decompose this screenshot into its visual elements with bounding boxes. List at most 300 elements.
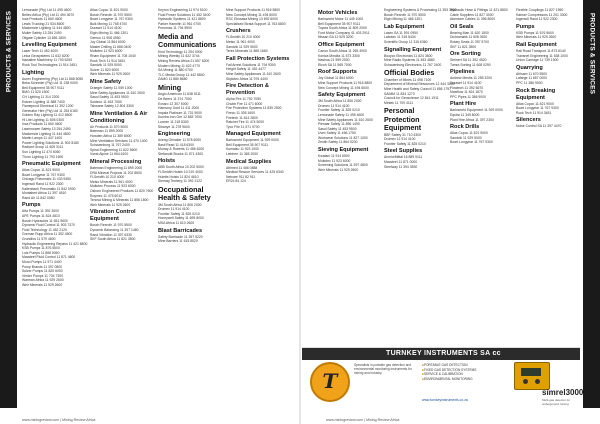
listing-entry: Weir Minerals 11 929 2600 xyxy=(90,202,131,207)
listing-entry: Kwatani 11 914 6500 xyxy=(318,154,350,159)
left-section-tab xyxy=(0,0,17,408)
category-heading: Plant Hire xyxy=(450,101,477,108)
category-heading: Medical Supplies xyxy=(226,158,272,165)
listing-entry: Radiant Group 11 609 3111 xyxy=(22,145,64,150)
listing-entry: Mine Support Products 11 916 5800 xyxy=(318,80,373,85)
listing-entry: Stefanutti Stocks 11 571 4300 xyxy=(158,151,203,156)
listing-entry: FLSmidth Hoists 10 210 4000 xyxy=(158,170,203,175)
listing-entry: Multotec Process 11 923 6000 xyxy=(90,184,136,189)
listing-entry: Rotary Seals 11 397 5700 xyxy=(450,39,489,44)
listing-entry: Schauenburg Electronics 11 767 2400 xyxy=(384,62,442,67)
category-heading: Vibration Control Equipment xyxy=(90,209,136,223)
listing-entry: Bosch Rexroth 11 970 5500 xyxy=(90,12,132,17)
listing-entry: Lemonade Safety 11 495 4600 xyxy=(318,112,365,117)
listing-entry: Screening Solutions 11 397 4800 xyxy=(318,163,368,168)
listing-entry: Huletts Hoists 11 824 4610 xyxy=(158,174,199,179)
listing-entry: Labotec 11 315 5434 xyxy=(384,35,416,40)
listing-entry: SA Mining 11 880 0700 xyxy=(158,68,193,73)
listing-entry: Konica Minolta 11 573 3300 xyxy=(318,53,360,58)
right-footer: www.miningreview.com | Mining Review Africa xyxy=(326,418,400,422)
listing-entry: Ratchet Fire 11 474 5000 xyxy=(226,120,265,125)
listing-entry: Parker Hannifin 11 961 0700 xyxy=(158,21,201,26)
category-heading: Media and Communications xyxy=(158,31,217,50)
listing-entry: Soldeco 11 463 7060 xyxy=(90,99,122,104)
listing-entry: Tyco Fire 11 571 9700 xyxy=(226,124,260,129)
listing-entry: Uvex Safety 11 466 1750 xyxy=(318,131,356,136)
listing-entry: Barloworld Equipment 11 929 0000 xyxy=(226,138,279,143)
listing-entry: Weir Minerals 11 929 2600 xyxy=(318,167,359,172)
detector-screen xyxy=(521,368,541,376)
listing-entry: KSB Pumps 11 876 5600 xyxy=(22,246,60,251)
listing-entry: Fluid Technology 11 452 2120 xyxy=(22,227,67,232)
listing-entry: Komatsu 11 923 1000 xyxy=(226,147,259,152)
category-heading: Ore Sorting xyxy=(450,51,481,58)
listing-entry: Weir Minerals 11 929 2600 xyxy=(90,72,131,77)
listing-entry: Mining Weekly 11 622 3744 xyxy=(158,54,200,59)
listing-entry: Liebherr 11 365 2000 xyxy=(226,152,258,157)
listing-entry: Laser Tech 11 452 4000 xyxy=(22,49,59,54)
listing-entry: Ingersoll Rand 11 922 2300 xyxy=(516,17,558,22)
right-tab-label: PRODUCTS & SERVICES xyxy=(588,12,595,95)
listing-entry: Alpha Fire 11 792 7050 xyxy=(226,97,261,102)
listing-entry: Steelway 11 394 3530 xyxy=(384,164,418,169)
listing-entry: ER24 84 124 xyxy=(226,179,246,184)
listing-entry: Safety Barricade 11 397 5220 xyxy=(158,234,203,239)
category-heading: Rock Breaking Equipment xyxy=(516,87,556,101)
listing-entry: Air Products 11 570 5000 xyxy=(90,124,129,129)
listing-entry: Dromex 11 914 4100 xyxy=(158,207,190,212)
category-heading: Mining xyxy=(158,82,182,92)
listing-entry: Anglo American 11 638 9111 xyxy=(158,92,201,97)
category-heading: Crushers xyxy=(226,28,251,35)
listing-entry: Macsteel 11 871 0000 xyxy=(384,159,418,164)
advert-tagline: Multi-gas detector for underground mining xyxy=(542,398,571,406)
listing-entry: Scientific Group 11 315 6360 xyxy=(384,39,428,44)
listing-entry: Dromex 11 914 4100 xyxy=(318,103,350,108)
listing-entry: Afrimed 11 466 0888 xyxy=(226,165,258,170)
listing-entry: Verder Pumps 11 704 7300 xyxy=(22,273,64,278)
listing-entry: Chubb Fire 11 471 6000 xyxy=(226,101,263,106)
category-heading: Hoists xyxy=(158,158,176,165)
listing-entry: Ford Motor Company 41 403 2911 xyxy=(318,30,370,35)
listing-entry: Rand Air 11 842 0080 xyxy=(22,195,55,200)
listing-entry: Siemag Tecberg 11 392 2122 xyxy=(158,179,202,184)
listing-entry: ABB South Africa 10 202 5000 xyxy=(158,165,204,170)
listing-entry: Golden Ray Lighting 11 412 6500 xyxy=(22,113,73,118)
listing-entry: Metso Minerals 11 961 4000 xyxy=(90,179,133,184)
listing-entry: Lemonade (Pty) Ltd 11 495 4600 xyxy=(22,8,72,12)
listing-entry: Union Carriage 11 739 1500 xyxy=(516,58,559,63)
listing-entry: Rock Tool Technologies 11 914 3451 xyxy=(22,62,78,67)
listing-entry: Mine Ventilation Services 11 470 1400 xyxy=(90,138,148,143)
listing-entry: Fluid Power Solutions 11 452 3400 xyxy=(158,12,211,17)
listing-entry: TLC Media Group 11 442 8840 xyxy=(158,72,205,77)
category-heading: Managed Equipment xyxy=(226,131,281,138)
listing-entry: Mine Radio Systems 11 453 4880 xyxy=(384,58,435,63)
listing-entry: RSC Ekusasa Mining 13 692 6000 xyxy=(226,17,278,22)
listing-entry: Lasec SA 11 591 0950 xyxy=(384,30,418,35)
category-heading: Silencers xyxy=(516,117,541,124)
listing-entry: Voest Alpine 11 664 6100 xyxy=(90,152,129,157)
listing-entry: Bell Equipment 35 907 9111 xyxy=(226,142,269,147)
listing-entry: BBF Safety 31 710 4300 xyxy=(384,132,421,137)
listing-entry: Modern Mining 11 622 4770 xyxy=(158,63,200,68)
listing-entry: Rock Tech 11 914 3451 xyxy=(90,58,126,63)
listing-entry: Sandvik 11 929 5000 xyxy=(226,44,258,49)
left-column-2 xyxy=(90,8,154,408)
listing-entry: SKF South Africa 11 821 3500 xyxy=(90,237,136,242)
category-heading: Levelling Equipment xyxy=(22,42,77,49)
listing-entry: Kaeser Compressors 11 201 3300 xyxy=(516,12,568,17)
left-column-1 xyxy=(22,8,86,408)
category-heading: Personal Protection Equipment xyxy=(384,106,422,133)
listing-entry: Hydraulic Hose & Fittings 11 421 8800 xyxy=(450,8,508,12)
listing-entry: Montabert Africa 11 397 4510 xyxy=(22,191,67,196)
listing-entry: Beka Schreder (Pty) Ltd 11 238 0000 xyxy=(22,81,78,86)
listing-entry: Lawnmower Safety 13 254 2490 xyxy=(22,127,71,132)
listing-entry: Bosch Rexroth 11 970 5500 xyxy=(384,12,426,17)
listing-entry: Firetech 11 814 2800 xyxy=(226,115,258,120)
listing-entry: SKF 11 821 3500 xyxy=(450,44,477,49)
listing-entry: Dichtomatik 11 608 0520 xyxy=(450,35,488,40)
listing-entry: Honeywell Safety 11 695 8000 xyxy=(158,216,204,221)
listing-entry: Mono Pumps 11 971 4400 xyxy=(22,259,62,264)
category-heading: Mineral Processing xyxy=(90,159,142,166)
listing-entry: BMG 11 620 1500 xyxy=(22,90,50,95)
listing-entry: Inca Products 11 660 4600 xyxy=(22,17,63,22)
listing-entry: 3M South Africa 11 806 2000 xyxy=(318,99,362,104)
listing-entry: Generator Hire (Pty) Ltd 11 254 6180 xyxy=(22,108,78,113)
listing-entry: Aveng Grinaker 11 578 6000 xyxy=(158,138,202,143)
listing-entry: Terex Minerals 11 865 1660 xyxy=(226,49,268,54)
advert-brand: TURNKEY INSTRUMENTS SA cc xyxy=(386,350,501,357)
category-heading: Sieving Equipment xyxy=(318,147,369,154)
listing-entry: Warman Africa 11 929 2600 xyxy=(22,278,64,283)
listing-entry: Flexible Couplings 11 827 1950 xyxy=(516,8,564,12)
listing-entry: CH Lighting 11 314 2200 xyxy=(22,94,60,99)
left-tab-label: PRODUCTS & SERVICES xyxy=(5,10,12,93)
category-heading: Pneumatic Equipment xyxy=(22,161,81,168)
listing-entry: Leica Geosystems 11 632 8200 xyxy=(22,53,70,58)
listing-entry: New Concept Mining 11 494 6000 xyxy=(318,85,369,90)
listing-entry: Rham Equipment 11 708 1040 xyxy=(90,53,136,58)
listing-entry: Gemco 11 908 4950 xyxy=(90,35,121,40)
advert-bullets xyxy=(422,363,506,381)
listing-entry: Canon South Africa 11 265 4900 xyxy=(318,48,367,53)
listing-entry: PPC Pipes 11 386 9000 xyxy=(450,94,486,99)
listing-entry: Steinert SA 11 392 4520 xyxy=(450,58,487,63)
listing-entry: Nissan SA 12 529 3200 xyxy=(318,35,354,40)
listing-entry: Kind Technology 11 254 0000 xyxy=(158,49,203,54)
listing-entry: Joy Global 11 864 6000 xyxy=(90,40,126,45)
listing-entry: Boart Longyear 11 767 9300 xyxy=(90,17,133,22)
detector-button-icon xyxy=(523,379,528,384)
listing-entry: Bulk Mining 11 765 4700 xyxy=(90,21,128,26)
listing-entry: Mine Barriers 11 615 8520 xyxy=(158,239,198,244)
listing-entry: Lewis Trucking 21 534 8600 xyxy=(22,21,65,26)
listing-entry: DRA Mineral Projects 11 202 8600 xyxy=(90,170,142,175)
listing-entry: Medical Rescue Services 11 425 6340 xyxy=(226,170,284,175)
listing-entry: Toyota South Africa 11 809 2000 xyxy=(318,26,367,31)
listing-entry: Tomra Sorting 11 608 0290 xyxy=(450,62,491,67)
listing-entry: Bosch Hydraulics 11 651 9600 xyxy=(22,218,68,223)
category-heading: Lighting xyxy=(22,69,45,76)
listing-entry: Metso 11 961 4000 xyxy=(226,39,255,44)
listing-entry: Atlas Copco 11 821 9000 xyxy=(22,168,60,173)
listing-entry: New Concept Mining 11 494 6000 xyxy=(226,12,277,17)
category-heading: Mine Safety xyxy=(90,78,122,85)
advert-model: simrel3000 xyxy=(542,388,584,397)
listing-entry: 3M South Africa 11 806 2000 xyxy=(158,202,202,207)
listing-entry: Zenith Safety 11 864 5200 xyxy=(318,140,358,145)
listing-entry: Muller Safety 13 254 2490 xyxy=(22,30,62,35)
listing-entry: Sandvik 11 929 5000 xyxy=(90,63,122,68)
listing-entry: Bateman Engineering 11 899 2000 xyxy=(90,166,143,171)
listing-entry: PPC 11 386 9000 xyxy=(516,80,543,85)
listing-entry: FLSmidth 10 210 4000 xyxy=(90,175,125,180)
listing-entry: SAIMM 11 834 1273 xyxy=(384,91,415,96)
advert-bullet: ■ PORTABLE GAS DETECTION xyxy=(422,363,506,368)
listing-entry: Ingersoll Rand 11 922 2300 xyxy=(22,182,64,186)
listing-entry: Aberdare Cables 11 396 8000 xyxy=(450,17,495,22)
listing-entry: Grundfos 11 579 4800 xyxy=(22,236,56,241)
listing-entry: Draeger Safety 11 059 1000 xyxy=(90,85,133,90)
category-heading: Lab Equipment xyxy=(384,23,425,30)
listing-entry: Basil Read 11 418 6300 xyxy=(158,142,194,147)
category-heading: Signalling Equipment xyxy=(384,46,442,53)
listing-entry: Boart Longyear 11 767 9300 xyxy=(450,140,493,145)
listing-entry: Keyron Engineering 11 974 5100 xyxy=(158,8,208,12)
listing-entry: APE Pumps 11 824 4810 xyxy=(22,213,60,218)
listing-entry: Tenova Mining & Minerals 11 856 1800 xyxy=(90,198,149,203)
logo-glyph: T xyxy=(322,369,338,393)
listing-entry: ZAMG 11 880 8680 xyxy=(158,77,188,82)
listing-entry: Chamber of Mines 11 498 7100 xyxy=(384,77,432,82)
category-heading: Official Bodies xyxy=(384,68,435,78)
listing-entry: Hydraulic Engineering Repairs 11 421 8800 xyxy=(22,241,88,246)
listing-entry: Skylotec Africa 11 976 4400 xyxy=(226,76,268,81)
listing-entry: Mine Health and Safety Council 11 656 1797 xyxy=(384,86,452,91)
listing-entry: Ricoh SA 11 565 7000 xyxy=(318,62,352,67)
listing-entry: Department of Mineral Resources 12 444 3000 xyxy=(384,82,455,87)
listing-entry: Spiral Engineering 11 622 5600 xyxy=(90,147,138,152)
listing-entry: Lonmin 11 218 8300 xyxy=(158,119,189,124)
category-heading: Office Equipment xyxy=(318,41,365,48)
left-footer: www.miningreview.com | Mining Review Africa xyxy=(22,418,96,422)
listing-entry: Fireco 11 305 1600 xyxy=(226,110,255,115)
listing-entry: Lafarge 11 657 0000 xyxy=(516,76,548,81)
listing-entry: Sasol Safety 11 453 9500 xyxy=(318,126,357,131)
listing-entry: Atlas Copco 11 821 9000 xyxy=(516,101,554,106)
listing-entry: Harmony Gold 11 411 2000 xyxy=(158,106,200,111)
category-heading: Rail Equipment xyxy=(516,41,557,48)
listing-entry: Power Lighting Solutions 11 902 8180 xyxy=(22,140,79,145)
listing-entry: KSB Pumps 11 876 5600 xyxy=(516,30,554,35)
listing-entry: Sasol Safety 11 453 9500 xyxy=(90,95,129,100)
listing-entry: Mine Safety Appliances 11 610 2600 xyxy=(90,90,145,95)
listing-entry: Rail Road Transport 11 873 6140 xyxy=(516,48,566,53)
listing-entry: Frontier Safety 11 825 0210 xyxy=(318,108,360,113)
listing-entry: Noise Control SA 11 397 4470 xyxy=(516,124,562,129)
listing-entry: MSA Africa 11 610 2600 xyxy=(158,221,195,226)
listing-entry: Dynamic Balancing 11 397 1460 xyxy=(90,227,139,232)
category-heading: Oil Seals xyxy=(450,23,474,30)
listing-entry: Multotec 11 923 6000 xyxy=(318,158,351,163)
listing-entry: Bell Equipment 35 907 9111 xyxy=(22,85,65,90)
category-heading: Fall Protection Systems xyxy=(226,55,290,62)
listing-entry: Roymec 11 475 6012 xyxy=(90,193,122,198)
listing-entry: Osborn Engineered Products 11 820 7600 xyxy=(90,189,154,193)
category-heading: Engineering xyxy=(158,131,191,138)
listing-entry: Maxiflow 11 824 1870 xyxy=(450,90,483,95)
listing-entry: Mackenzie Lighting 11 444 4800 xyxy=(22,131,71,136)
listing-entry: Atlas Copco 11 821 9000 xyxy=(90,8,128,12)
category-heading: Pumps xyxy=(22,202,41,209)
listing-entry: Joy Global 11 864 6000 xyxy=(318,76,354,81)
listing-entry: Eskom Lighting 11 888 7400 xyxy=(22,99,65,104)
category-heading: Pipelines xyxy=(450,69,475,76)
listing-entry: Nawaline Machinery 11 793 5250 xyxy=(22,58,73,63)
listing-entry: Weir Minerals 11 929 2600 xyxy=(516,35,557,40)
advert-body: Specialists in portable gas detection and environmental monitoring instruments for mining and industry. xyxy=(354,363,412,376)
category-heading: Safety Equipment xyxy=(318,92,366,99)
advert-bullet: ■ FIXED GAS DETECTION SYSTEMS xyxy=(422,368,506,373)
listing-entry: Kumba Iron Ore 12 683 7000 xyxy=(158,115,202,120)
listing-entry: De Beers 11 374 7000 xyxy=(158,96,192,101)
listing-entry: Nashua 21 959 2000 xyxy=(318,58,350,63)
listing-entry: Bosch Rexroth 11 970 5500 xyxy=(90,223,132,228)
page-gutter xyxy=(299,0,301,424)
category-heading: Pumps xyxy=(516,23,535,30)
listing-entry: Council for Geoscience 12 841 1911 xyxy=(384,96,439,101)
category-heading: Mine Ventilation & Air Conditioning xyxy=(90,110,148,124)
listing-entry: Lutz Pumps 11 868 5060 xyxy=(22,250,60,255)
listing-entry: Cable Suppliers 11 827 3000 xyxy=(450,12,494,17)
listing-entry: Netcare 911 82 911 xyxy=(226,174,256,179)
listing-entry: Sibanye 11 278 9600 xyxy=(158,124,190,129)
listing-entry: Hi Lite Lighting 11 805 0300 xyxy=(22,117,64,122)
gas-detector-icon xyxy=(514,362,550,390)
listing-entry: Eqstra 11 345 8000 xyxy=(450,112,480,117)
listing-entry: Rand Vibration 11 397 6330 xyxy=(90,232,132,237)
listing-entry: Barloworld Motor 11 445 1000 xyxy=(318,17,364,21)
listing-entry: Howden Africa 11 389 8000 xyxy=(90,134,132,139)
listing-entry: Duraset 11 914 4100 xyxy=(90,26,122,31)
listing-entry: Oilgate Cylinder 13 656 1800 xyxy=(22,35,66,40)
listing-entry: Hydraulic Systems 11 421 8800 xyxy=(158,17,206,22)
listing-entry: Martin Lamps 11 447 1400 xyxy=(22,136,63,141)
listing-entry: Engineering Systems & Processing 11 393 3800 xyxy=(384,8,457,12)
listing-entry: Alfa Pumps 11 392 3000 xyxy=(22,209,59,214)
left-column-4 xyxy=(226,8,290,408)
category-heading: Motor Vehicles xyxy=(318,10,358,16)
category-heading: Blast Barricades xyxy=(158,227,203,234)
listing-entry: Afrisam 11 670 5500 xyxy=(516,71,548,76)
category-heading: Fire Detection & Prevention xyxy=(226,83,269,97)
listing-entry: Bateman 11 899 2000 xyxy=(90,129,124,134)
listing-entry: Specialised Strata Support 11 763 6800 xyxy=(226,21,286,26)
listing-entry: Bell Equipment 35 907 9111 xyxy=(318,21,361,26)
listing-entry: Pienaar Safety 11 896 1490 xyxy=(318,122,360,127)
listing-entry: Elgin Mining 11 466 1301 xyxy=(384,17,423,22)
listing-entry: Tshwane Safety 12 804 3300 xyxy=(90,104,134,109)
listing-entry: Atlas Copco 11 821 9000 xyxy=(450,131,488,136)
listing-entry: Elgin Mining 11 466 1301 xyxy=(90,30,129,35)
listing-entry: Macsteel Fluid Control 11 871 4600 xyxy=(22,255,76,260)
category-heading: Steel Supplies xyxy=(384,148,423,155)
turnkey-advert[interactable] xyxy=(302,347,584,410)
listing-entry: Sun Lighting 11 474 6060 xyxy=(22,150,61,155)
listing-entry: Schauenburg 11 767 2400 xyxy=(90,143,130,148)
advert-bullet: ■ SERVICE & CALIBRATION xyxy=(422,372,506,377)
listing-entry: Pump Brands 11 397 0800 xyxy=(22,264,63,269)
listing-entry: Frontier Safety 11 825 0210 xyxy=(158,211,200,216)
listing-entry: ArcelorMittal 16 889 9111 xyxy=(384,155,423,160)
category-heading: Rock Drills xyxy=(450,124,480,131)
listing-entry: Weir Minerals 11 929 2600 xyxy=(22,282,63,287)
listing-entry: Dynamic Fluid Control 11 903 7370 xyxy=(22,223,75,228)
listing-entry: Exxaro 12 307 5000 xyxy=(158,101,189,106)
listing-entry: Dromex 11 914 4100 xyxy=(384,137,416,142)
listing-entry: Rock Tech 11 914 3451 xyxy=(516,110,552,115)
listing-entry: Master Drilling 11 666 0400 xyxy=(90,44,132,49)
category-heading: Quarrying xyxy=(516,64,543,71)
listing-entry: Barloworld Equipment 11 929 0000 xyxy=(450,108,503,113)
listing-entry: Plant Hire Africa 11 397 2300 xyxy=(450,117,494,122)
listing-entry: Thorn Lighting 11 793 1690 xyxy=(22,154,64,159)
listing-entry: Multotec 11 923 6000 xyxy=(90,49,123,54)
listing-entry: Fall Arrest Solutions 11 794 9300 xyxy=(226,62,276,67)
listing-entry: Beltec Africa (Pty) Ltd 11 494 3670 xyxy=(22,12,75,17)
listing-entry: Mine Support Products 11 916 5800 xyxy=(226,8,281,12)
listing-entry: Andrew Mentis 11 255 3200 xyxy=(450,76,492,81)
advert-website-link[interactable]: www.turnkeyinstruments.co.za xyxy=(422,398,468,402)
listing-entry: Duraset 11 914 4100 xyxy=(450,80,482,85)
listing-entry: Sandvik 11 929 5000 xyxy=(450,135,482,140)
listing-entry: Flowtech 11 392 6670 xyxy=(450,85,484,90)
listing-entry: Boart Longyear 11 767 9300 xyxy=(516,106,559,111)
listing-entry: Mintek 11 709 4111 xyxy=(384,100,414,105)
listing-entry: Workwear Solutions 11 827 1000 xyxy=(318,135,368,140)
detector-button-icon xyxy=(535,379,540,384)
right-section-tab xyxy=(583,0,600,408)
advert-bullet: ■ ENVIRONMENTAL MONITORING xyxy=(422,377,506,382)
listing-entry: Murray & Roberts 11 456 6200 xyxy=(158,147,205,152)
listing-entry: Mine Safety Appliances 11 610 2600 xyxy=(226,71,281,76)
listing-entry: Transnet Engineering 11 638 1000 xyxy=(516,53,568,58)
listing-entry: Aurex Engineering (Pty) Ltd 11 868 5050 xyxy=(22,76,84,81)
listing-entry: Chicago Pneumatic 11 433 9450 xyxy=(22,177,71,182)
listing-entry: Mining Review Africa 21 657 6200 xyxy=(158,58,210,63)
left-column-3 xyxy=(158,8,222,408)
category-heading: Occupational Health & Safety xyxy=(158,184,211,203)
listing-entry: Sulzer 11 820 6000 xyxy=(90,67,120,72)
listing-entry: Pneumax 11 794 5900 xyxy=(158,26,192,31)
listing-entry: Mackenzie Lighting 11 444 4800 xyxy=(22,26,71,31)
listing-entry: Inca Products 11 660 4600 xyxy=(22,122,63,127)
listing-entry: Height Safety 11 452 4477 xyxy=(226,67,266,72)
listing-entry: Flameproof Electrical 11 392 1200 xyxy=(22,104,74,109)
listing-entry: Booyco Electronics 11 824 3600 xyxy=(384,53,433,58)
turnkey-logo-icon xyxy=(310,362,350,402)
listing-entry: Kaltenbach Pneumatic 11 842 0930 xyxy=(22,186,76,191)
listing-entry: Gorman Rupp Africa 11 392 4500 xyxy=(22,232,73,237)
listing-entry: Sulzer Pumps 11 820 6000 xyxy=(22,269,63,274)
category-heading: Roof Supports xyxy=(318,69,357,76)
listing-entry: Mine Safety Appliances 11 610 2600 xyxy=(318,117,373,122)
listing-entry: FLSmidth 10 210 4000 xyxy=(226,35,261,40)
listing-entry: Frontier Safety 11 825 0210 xyxy=(384,141,426,146)
